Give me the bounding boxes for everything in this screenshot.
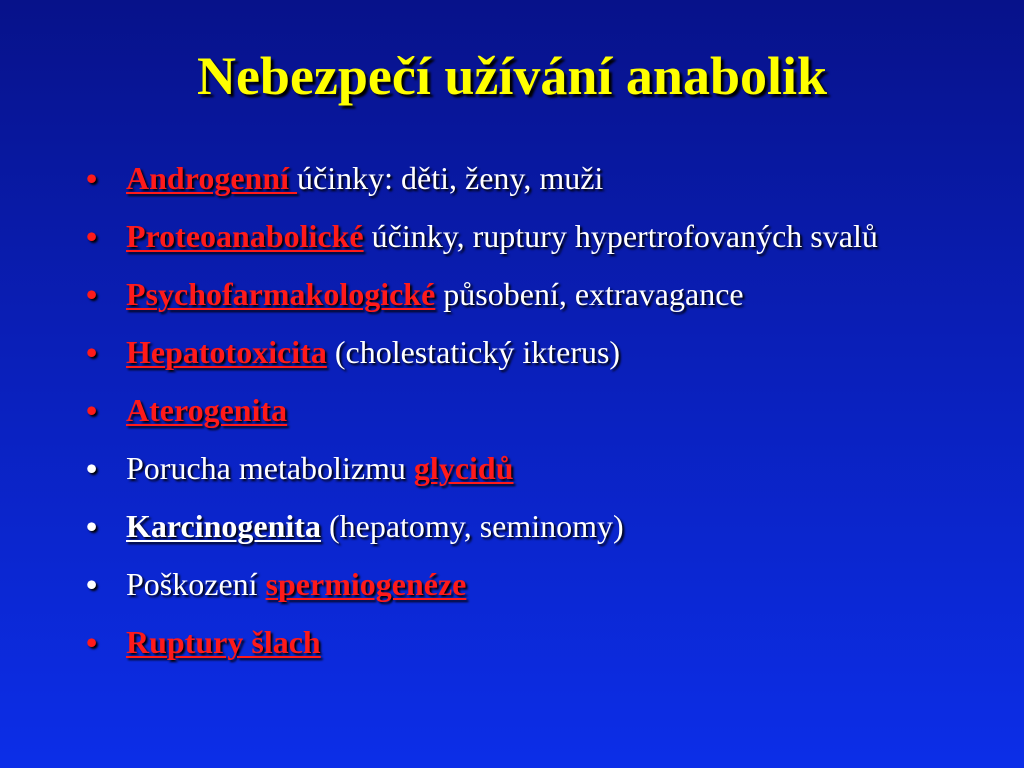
slide-title: Nebezpečí užívání anabolik (196, 46, 828, 106)
list-item (86, 212, 986, 260)
bullet-icon: • (86, 392, 98, 428)
list-item (86, 444, 986, 492)
bullet-keyword: glycidů (413, 450, 514, 486)
bullet-text: účinky, ruptury hypertrofovaných svalů (363, 218, 878, 254)
bullet-keyword: Ruptury šlach (126, 624, 321, 660)
bullet-icon: • (86, 160, 98, 196)
bullet-keyword: Hepatotoxicita (126, 334, 327, 370)
bullet-text: Poškození (126, 566, 266, 602)
bullet-icon: • (86, 450, 98, 486)
bullet-icon: • (86, 624, 98, 660)
bullet-keyword: Proteoanabolické (126, 218, 364, 254)
bullet-text: účinky: děti, ženy, muži (297, 160, 604, 196)
bullet-icon: • (86, 334, 98, 370)
list-item (86, 560, 986, 608)
bullet-text: Porucha metabolizmu (126, 450, 414, 486)
bullet-keyword: Androgenní (126, 160, 298, 196)
bullet-icon: • (86, 566, 98, 602)
bullet-text: (hepatomy, seminomy) (320, 508, 624, 544)
bullet-icon: • (86, 276, 98, 312)
bullet-icon: • (86, 218, 98, 254)
bullet-list (86, 154, 986, 676)
list-item (86, 328, 986, 376)
bullet-keyword: Psychofarmakologické (126, 276, 436, 312)
bullet-text: (cholestatický ikterus) (326, 334, 621, 370)
list-item (86, 502, 986, 550)
bullet-text: působení, extravagance (435, 276, 744, 312)
bullet-keyword: Aterogenita (126, 392, 288, 428)
list-item (86, 618, 986, 666)
bullet-icon: • (86, 508, 98, 544)
list-item (86, 154, 986, 202)
list-item (86, 386, 986, 434)
bullet-keyword: Karcinogenita (126, 508, 321, 544)
list-item (86, 270, 986, 318)
bullet-keyword: spermiogenéze (265, 566, 467, 602)
